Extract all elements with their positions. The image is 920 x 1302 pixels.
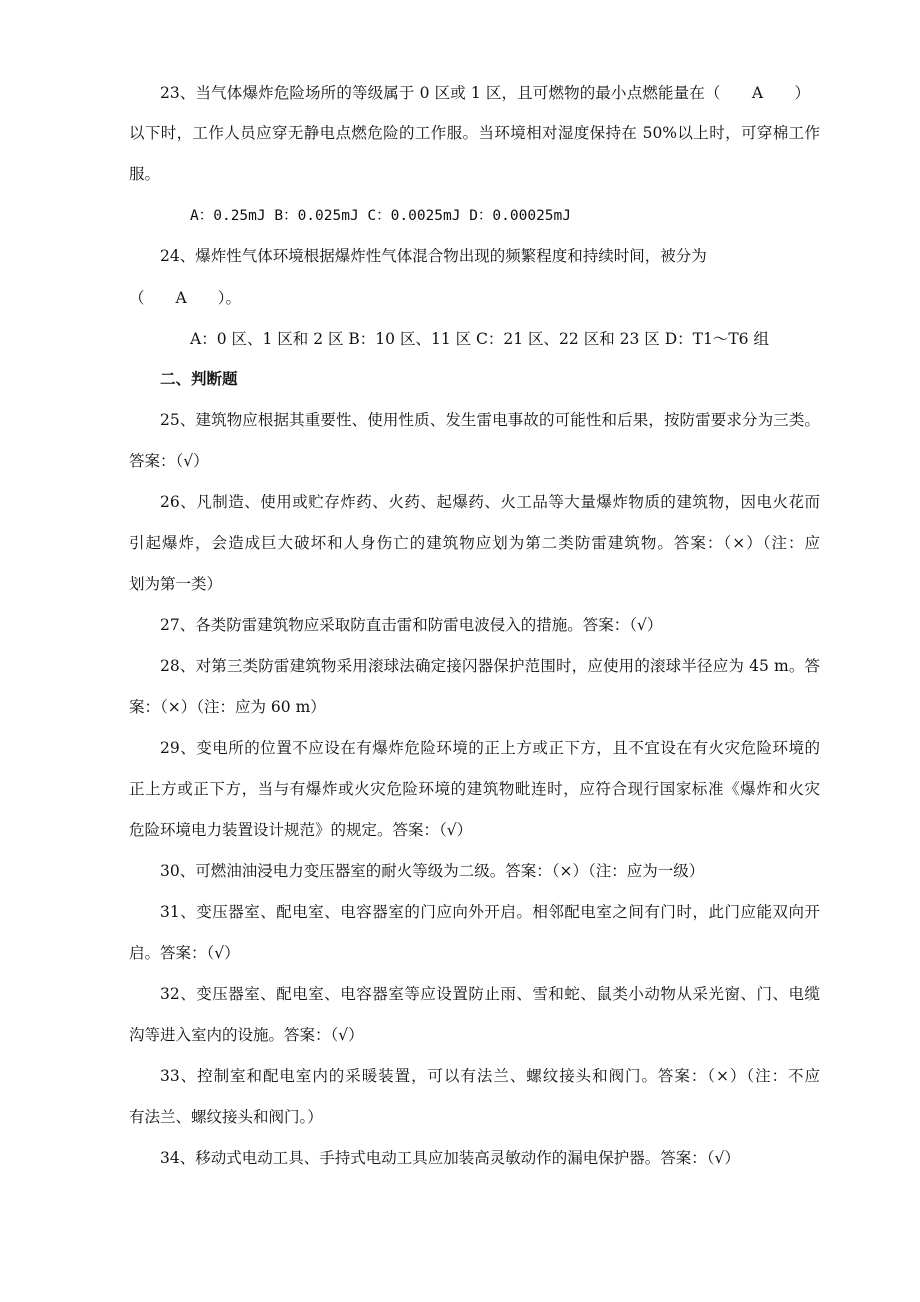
question-34-line-1: 34、移动式电动工具、手持式电动工具应加装高灵敏动作的漏电保护器。答案：（√） — [160, 1149, 740, 1167]
question-26-line-1: 26、凡制造、使用或贮存炸药、火药、起爆药、火工品等大量爆炸物质的建筑物，因电火花而 — [160, 493, 820, 511]
question-33-line-2: 有法兰、螺纹接头和阀门。） — [129, 1108, 323, 1126]
question-23-options: A：0.25mJ B：0.025mJ C：0.0025mJ D：0.00025mJ — [190, 208, 571, 224]
question-29-line-2: 正上方或正下方，当与有爆炸或火灾危险环境的建筑物毗连时，应符合现行国家标准《爆炸和火灾 — [129, 780, 820, 798]
question-29-line-1: 29、变电所的位置不应设在有爆炸危险环境的正上方或正下方，且不宜设在有火灾危险环境的 — [160, 739, 820, 757]
question-23-line-1: 23、当气体爆炸危险场所的等级属于 0 区或 1 区，且可燃物的最小点燃能量在（ A ） — [160, 84, 810, 102]
question-30-line-1: 30、可燃油油浸电力变压器室的耐火等级为二级。答案：（×）（注：应为一级） — [160, 862, 705, 880]
question-28-line-2: 案：（×）（注：应为 60 m） — [129, 698, 326, 716]
question-23-line-2: 以下时，工作人员应穿无静电点燃危险的工作服。当环境相对湿度保持在 50%以上时，可穿棉工作 — [129, 124, 820, 142]
question-32-line-1: 32、变压器室、配电室、电容器室等应设置防止雨、雪和蛇、鼠类小动物从采光窗、门、电缆 — [160, 985, 820, 1003]
question-26-line-2: 引起爆炸，会造成巨大破坏和人身伤亡的建筑物应划为第二类防雷建筑物。答案：（×）（注：应 — [129, 534, 820, 552]
question-33-line-1: 33、控制室和配电室内的采暖装置，可以有法兰、螺纹接头和阀门。答案：（×）（注：不应 — [160, 1067, 820, 1085]
question-31-line-1: 31、变压器室、配电室、电容器室的门应向外开启。相邻配电室之间有门时，此门应能双向开 — [160, 903, 820, 921]
question-28-line-1: 28、对第三类防雷建筑物采用滚球法确定接闪器保护范围时，应使用的滚球半径应为 45 m。答 — [160, 657, 820, 675]
question-24-line-2: （ A ）。 — [129, 289, 241, 307]
question-31-line-2: 启。答案：（√） — [129, 944, 240, 962]
question-26-line-3: 划为第一类） — [129, 575, 223, 593]
section-heading-true-false: 二、判断题 — [160, 370, 238, 388]
question-25-answer: 答案：（√） — [129, 452, 209, 470]
question-24-line-1: 24、爆炸性气体环境根据爆炸性气体混合物出现的频繁程度和持续时间，被分为 — [160, 247, 707, 265]
question-27-line-1: 27、各类防雷建筑物应采取防直击雷和防雷电波侵入的措施。答案：（√） — [160, 616, 663, 634]
question-24-options: A：0 区、1 区和 2 区 B：10 区、11 区 C：21 区、22 区和 23 区 D：T1～T6 组 — [190, 330, 769, 348]
question-29-line-3: 危险环境电力装置设计规范》的规定。答案：（√） — [129, 821, 473, 839]
question-23-line-3: 服。 — [129, 165, 161, 183]
question-32-line-2: 沟等进入室内的设施。答案：（√） — [129, 1026, 364, 1044]
question-25-line-1: 25、建筑物应根据其重要性、使用性质、发生雷电事故的可能性和后果，按防雷要求分为三类。 — [160, 411, 820, 429]
